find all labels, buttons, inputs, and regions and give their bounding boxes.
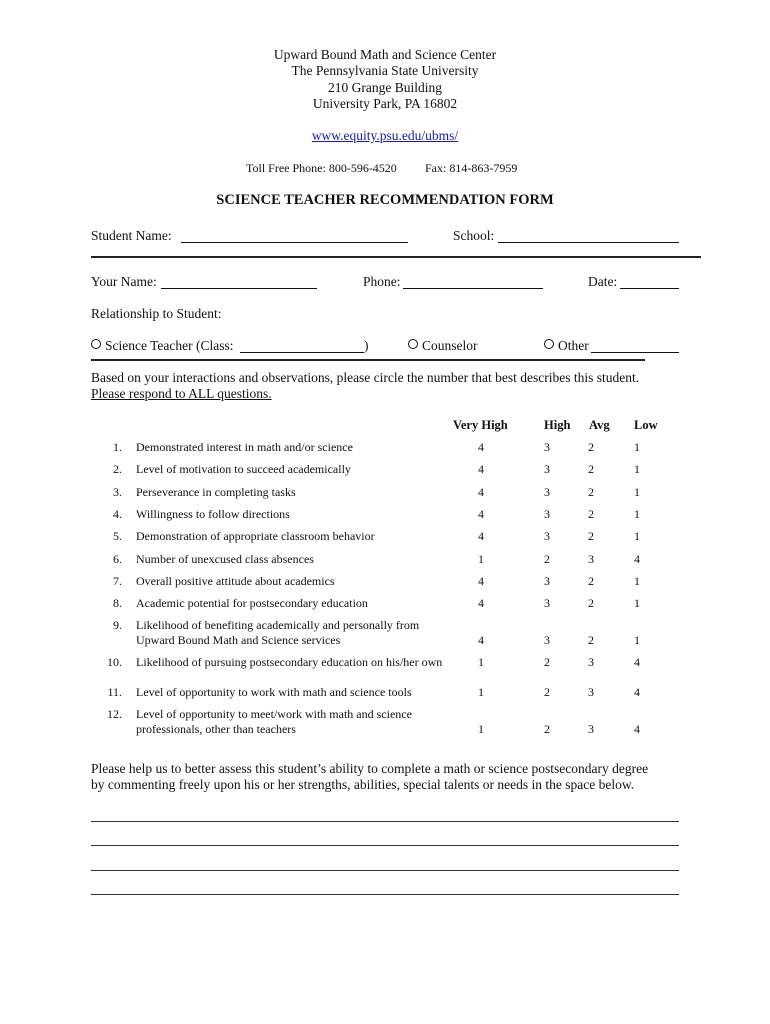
question-text: Level of opportunity to meet/work with math and science bbox=[136, 707, 412, 721]
question-text: Level of motivation to succeed academically bbox=[136, 462, 351, 476]
rating-option[interactable]: 3 bbox=[544, 440, 550, 454]
rating-option[interactable]: 4 bbox=[478, 440, 484, 454]
rating-option[interactable]: 3 bbox=[588, 655, 594, 669]
question-text: Number of unexcused class absences bbox=[136, 552, 314, 566]
org-name: Upward Bound Math and Science Center bbox=[273, 47, 497, 62]
option-other[interactable] bbox=[544, 338, 589, 354]
rating-option[interactable]: 3 bbox=[544, 574, 550, 588]
comment-line[interactable] bbox=[91, 894, 679, 895]
rating-column-header: Avg bbox=[589, 418, 610, 432]
website-link[interactable]: www.equity.psu.edu/ubms/ bbox=[311, 128, 459, 143]
rating-option[interactable]: 2 bbox=[588, 440, 594, 454]
rating-option[interactable]: 1 bbox=[634, 633, 640, 647]
rating-option[interactable]: 1 bbox=[634, 574, 640, 588]
option-counselor[interactable] bbox=[408, 338, 478, 354]
rating-option[interactable]: 3 bbox=[544, 485, 550, 499]
city-address: University Park, PA 16802 bbox=[312, 96, 458, 111]
question-number: 8. bbox=[113, 596, 122, 610]
question-number: 6. bbox=[113, 552, 122, 566]
rating-option[interactable]: 4 bbox=[634, 655, 640, 669]
rating-option[interactable]: 1 bbox=[634, 485, 640, 499]
rating-option[interactable]: 2 bbox=[588, 485, 594, 499]
question-text: Likelihood of benefiting academically and personally from bbox=[136, 618, 420, 632]
class-field[interactable] bbox=[240, 338, 364, 353]
rating-option[interactable]: 4 bbox=[478, 485, 484, 499]
rating-option[interactable]: 2 bbox=[544, 655, 550, 669]
building-address: 210 Grange Building bbox=[328, 80, 442, 95]
question-number: 2. bbox=[113, 462, 122, 476]
toll-free-phone: Toll Free Phone: 800-596-4520 bbox=[246, 161, 397, 175]
rating-option[interactable]: 1 bbox=[478, 722, 484, 736]
comments-prompt-line2: by commenting freely upon his or her strengths, abilities, special talents or needs in the space below. bbox=[91, 777, 635, 792]
radio-circle-icon[interactable] bbox=[91, 339, 101, 349]
rating-option[interactable]: 2 bbox=[588, 507, 594, 521]
rating-option[interactable]: 2 bbox=[588, 574, 594, 588]
question-text: Willingness to follow directions bbox=[136, 507, 290, 521]
question-number: 4. bbox=[113, 507, 122, 521]
rating-option[interactable]: 1 bbox=[634, 596, 640, 610]
your-name-label: Your Name: bbox=[91, 274, 157, 289]
rating-option[interactable]: 2 bbox=[544, 722, 550, 736]
rating-option[interactable]: 1 bbox=[634, 440, 640, 454]
rating-option[interactable]: 3 bbox=[544, 507, 550, 521]
radio-circle-icon[interactable] bbox=[544, 339, 554, 349]
section-divider bbox=[91, 256, 701, 258]
date-field[interactable] bbox=[620, 274, 679, 289]
question-number: 7. bbox=[113, 574, 122, 588]
option-science-teacher[interactable] bbox=[91, 338, 234, 354]
question-number: 1. bbox=[113, 440, 122, 454]
rating-option[interactable]: 2 bbox=[588, 462, 594, 476]
question-number: 12. bbox=[107, 707, 122, 721]
fax-number: Fax: 814-863-7959 bbox=[425, 161, 518, 175]
rating-option[interactable]: 1 bbox=[478, 655, 484, 669]
rating-option[interactable]: 4 bbox=[634, 685, 640, 699]
phone-field[interactable] bbox=[403, 274, 543, 289]
question-text: professionals, other than teachers bbox=[136, 722, 296, 736]
school-label: School: bbox=[453, 228, 495, 243]
rating-column-header: Very High bbox=[453, 418, 508, 432]
comment-line[interactable] bbox=[91, 870, 679, 871]
counselor-label: Counselor bbox=[422, 338, 478, 353]
question-text: Perseverance in completing tasks bbox=[136, 485, 296, 499]
question-text: Academic potential for postsecondary education bbox=[136, 596, 368, 610]
rating-option[interactable]: 3 bbox=[588, 722, 594, 736]
your-name-field[interactable] bbox=[161, 274, 317, 289]
rating-option[interactable]: 3 bbox=[588, 685, 594, 699]
other-field[interactable] bbox=[591, 338, 679, 353]
comment-line[interactable] bbox=[91, 845, 679, 846]
rating-option[interactable]: 2 bbox=[588, 596, 594, 610]
university-name: The Pennsylvania State University bbox=[291, 63, 479, 78]
rating-option[interactable]: 4 bbox=[478, 462, 484, 476]
question-text: Likelihood of pursuing postsecondary education on his/her own bbox=[136, 655, 443, 669]
comment-line[interactable] bbox=[91, 821, 679, 822]
rating-option[interactable]: 3 bbox=[544, 596, 550, 610]
question-text: Demonstration of appropriate classroom behavior bbox=[136, 529, 375, 543]
rating-option[interactable]: 1 bbox=[634, 529, 640, 543]
rating-option[interactable]: 4 bbox=[634, 552, 640, 566]
rating-option[interactable]: 3 bbox=[544, 633, 550, 647]
other-label: Other bbox=[558, 338, 589, 353]
student-name-field[interactable] bbox=[181, 228, 408, 243]
rating-option[interactable]: 2 bbox=[544, 552, 550, 566]
science-teacher-label: Science Teacher (Class: bbox=[105, 338, 234, 353]
question-text: Overall positive attitude about academics bbox=[136, 574, 335, 588]
instructions-text: Based on your interactions and observations, please circle the number that best describes this student. bbox=[91, 370, 640, 385]
rating-option[interactable]: 1 bbox=[478, 685, 484, 699]
close-paren: ) bbox=[364, 338, 369, 353]
question-number: 5. bbox=[113, 529, 122, 543]
question-text: Upward Bound Math and Science services bbox=[136, 633, 341, 647]
rating-option[interactable]: 3 bbox=[588, 552, 594, 566]
rating-option[interactable]: 4 bbox=[634, 722, 640, 736]
question-number: 10. bbox=[107, 655, 122, 669]
rating-option[interactable]: 1 bbox=[634, 462, 640, 476]
rating-option[interactable]: 2 bbox=[588, 633, 594, 647]
rating-option[interactable]: 4 bbox=[478, 574, 484, 588]
instructions-emphasis: Please respond to ALL questions. bbox=[91, 386, 272, 401]
rating-option[interactable]: 4 bbox=[478, 596, 484, 610]
rating-option[interactable]: 3 bbox=[544, 529, 550, 543]
question-text: Level of opportunity to work with math and science tools bbox=[136, 685, 412, 699]
question-text: Demonstrated interest in math and/or science bbox=[136, 440, 353, 454]
phone-label: Phone: bbox=[363, 274, 401, 289]
rating-column-header: High bbox=[544, 418, 571, 432]
rating-option[interactable]: 1 bbox=[634, 507, 640, 521]
rating-option[interactable]: 4 bbox=[478, 529, 484, 543]
rating-column-header: Low bbox=[634, 418, 658, 432]
rating-option[interactable]: 1 bbox=[478, 552, 484, 566]
school-field[interactable] bbox=[498, 228, 679, 243]
question-number: 11. bbox=[107, 685, 122, 699]
rating-option[interactable]: 2 bbox=[544, 685, 550, 699]
section-divider bbox=[91, 359, 645, 361]
rating-option[interactable]: 4 bbox=[478, 507, 484, 521]
student-name-label: Student Name: bbox=[91, 228, 172, 243]
rating-option[interactable]: 2 bbox=[588, 529, 594, 543]
question-number: 9. bbox=[113, 618, 122, 632]
question-number: 3. bbox=[113, 485, 122, 499]
rating-option[interactable]: 3 bbox=[544, 462, 550, 476]
rating-option[interactable]: 4 bbox=[478, 633, 484, 647]
date-label: Date: bbox=[588, 274, 618, 289]
comments-prompt-line1: Please help us to better assess this student’s ability to complete a math or science postsecondary degree bbox=[91, 761, 649, 776]
relationship-label: Relationship to Student: bbox=[91, 306, 222, 321]
form-title: SCIENCE TEACHER RECOMMENDATION FORM bbox=[216, 192, 554, 208]
radio-circle-icon[interactable] bbox=[408, 339, 418, 349]
